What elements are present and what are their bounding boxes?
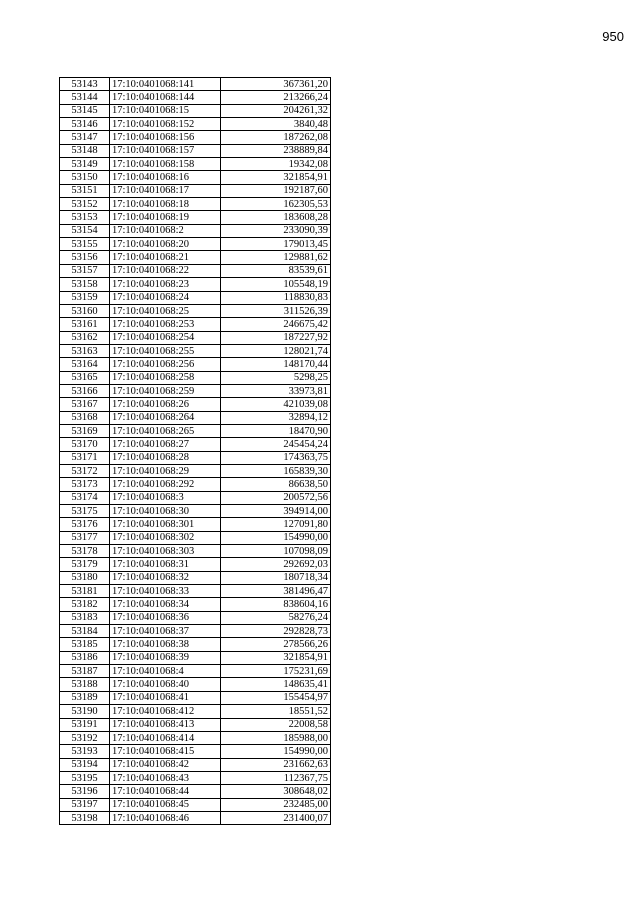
row-number-cell: 53196 (60, 785, 110, 798)
value-cell: 292828,73 (221, 625, 331, 638)
value-cell: 213266,24 (221, 91, 331, 104)
table-row (60, 745, 331, 758)
value-cell: 19342,08 (221, 158, 331, 171)
table-row (60, 491, 331, 504)
value-cell: 187262,08 (221, 131, 331, 144)
table-row (60, 91, 331, 104)
row-number-cell: 53153 (60, 211, 110, 224)
row-number-cell: 53195 (60, 771, 110, 784)
row-number-cell: 53150 (60, 171, 110, 184)
table-row (60, 304, 331, 317)
row-number-cell: 53171 (60, 451, 110, 464)
value-cell: 367361,20 (221, 78, 331, 91)
cadastral-number-cell: 17:10:0401068:157 (110, 144, 221, 157)
value-cell: 233090,39 (221, 224, 331, 237)
value-cell: 308648,02 (221, 785, 331, 798)
row-number-cell: 53197 (60, 798, 110, 811)
cadastral-number-cell: 17:10:0401068:292 (110, 478, 221, 491)
cadastral-number-cell: 17:10:0401068:37 (110, 625, 221, 638)
value-cell: 154990,00 (221, 531, 331, 544)
cadastral-number-cell: 17:10:0401068:265 (110, 424, 221, 437)
cadastral-number-cell: 17:10:0401068:15 (110, 104, 221, 117)
row-number-cell: 53148 (60, 144, 110, 157)
row-number-cell: 53146 (60, 118, 110, 131)
table-row (60, 184, 331, 197)
value-cell: 231400,07 (221, 811, 331, 824)
row-number-cell: 53192 (60, 731, 110, 744)
table-row (60, 224, 331, 237)
table-row (60, 771, 331, 784)
value-cell: 179013,45 (221, 238, 331, 251)
value-cell: 148170,44 (221, 358, 331, 371)
value-cell: 18470,90 (221, 424, 331, 437)
row-number-cell: 53156 (60, 251, 110, 264)
row-number-cell: 53172 (60, 464, 110, 477)
row-number-cell: 53187 (60, 665, 110, 678)
cadastral-number-cell: 17:10:0401068:29 (110, 464, 221, 477)
row-number-cell: 53180 (60, 571, 110, 584)
table-row (60, 785, 331, 798)
value-cell: 192187,60 (221, 184, 331, 197)
row-number-cell: 53143 (60, 78, 110, 91)
table-row (60, 424, 331, 437)
value-cell: 165839,30 (221, 464, 331, 477)
cadastral-number-cell: 17:10:0401068:141 (110, 78, 221, 91)
row-number-cell: 53166 (60, 384, 110, 397)
row-number-cell: 53159 (60, 291, 110, 304)
cadastral-number-cell: 17:10:0401068:41 (110, 691, 221, 704)
table-row (60, 411, 331, 424)
table-row (60, 344, 331, 357)
value-cell: 105548,19 (221, 278, 331, 291)
row-number-cell: 53194 (60, 758, 110, 771)
cadastral-number-cell: 17:10:0401068:20 (110, 238, 221, 251)
value-cell: 18551,52 (221, 705, 331, 718)
table-row (60, 131, 331, 144)
cadastral-number-cell: 17:10:0401068:30 (110, 505, 221, 518)
table-row (60, 291, 331, 304)
row-number-cell: 53175 (60, 505, 110, 518)
value-cell: 187227,92 (221, 331, 331, 344)
table-row (60, 331, 331, 344)
value-cell: 838604,16 (221, 598, 331, 611)
row-number-cell: 53154 (60, 224, 110, 237)
table-row (60, 318, 331, 331)
table-row (60, 518, 331, 531)
value-cell: 183608,28 (221, 211, 331, 224)
value-cell: 129881,62 (221, 251, 331, 264)
cadastral-number-cell: 17:10:0401068:3 (110, 491, 221, 504)
row-number-cell: 53177 (60, 531, 110, 544)
table-row (60, 718, 331, 731)
cadastral-number-cell: 17:10:0401068:21 (110, 251, 221, 264)
cadastral-number-cell: 17:10:0401068:45 (110, 798, 221, 811)
row-number-cell: 53147 (60, 131, 110, 144)
cadastral-number-cell: 17:10:0401068:32 (110, 571, 221, 584)
table-row (60, 158, 331, 171)
cadastral-number-cell: 17:10:0401068:415 (110, 745, 221, 758)
value-cell: 321854,91 (221, 171, 331, 184)
table-row (60, 371, 331, 384)
cadastral-number-cell: 17:10:0401068:258 (110, 371, 221, 384)
cadastral-number-cell: 17:10:0401068:156 (110, 131, 221, 144)
cadastral-number-cell: 17:10:0401068:44 (110, 785, 221, 798)
table-row (60, 278, 331, 291)
row-number-cell: 53191 (60, 718, 110, 731)
row-number-cell: 53158 (60, 278, 110, 291)
cadastral-number-cell: 17:10:0401068:33 (110, 585, 221, 598)
cadastral-number-cell: 17:10:0401068:412 (110, 705, 221, 718)
table-row (60, 505, 331, 518)
cadastral-number-cell: 17:10:0401068:16 (110, 171, 221, 184)
table-row (60, 398, 331, 411)
value-cell: 321854,91 (221, 651, 331, 664)
cadastral-number-cell: 17:10:0401068:22 (110, 264, 221, 277)
row-number-cell: 53152 (60, 198, 110, 211)
value-cell: 292692,03 (221, 558, 331, 571)
value-cell: 3840,48 (221, 118, 331, 131)
row-number-cell: 53160 (60, 304, 110, 317)
cadastral-number-cell: 17:10:0401068:253 (110, 318, 221, 331)
table-row (60, 665, 331, 678)
table-row (60, 558, 331, 571)
cadastral-number-cell: 17:10:0401068:2 (110, 224, 221, 237)
table-row (60, 198, 331, 211)
value-cell: 231662,63 (221, 758, 331, 771)
row-number-cell: 53184 (60, 625, 110, 638)
cadastral-number-cell: 17:10:0401068:24 (110, 291, 221, 304)
cadastral-number-cell: 17:10:0401068:158 (110, 158, 221, 171)
cadastral-number-cell: 17:10:0401068:27 (110, 438, 221, 451)
table-row (60, 731, 331, 744)
table-body (60, 78, 331, 825)
table-row (60, 678, 331, 691)
table-row (60, 104, 331, 117)
cadastral-number-cell: 17:10:0401068:28 (110, 451, 221, 464)
table-row (60, 611, 331, 624)
row-number-cell: 53179 (60, 558, 110, 571)
value-cell: 245454,24 (221, 438, 331, 451)
value-cell: 32894,12 (221, 411, 331, 424)
value-cell: 127091,80 (221, 518, 331, 531)
value-cell: 22008,58 (221, 718, 331, 731)
cadastral-number-cell: 17:10:0401068:254 (110, 331, 221, 344)
value-cell: 311526,39 (221, 304, 331, 317)
value-cell: 175231,69 (221, 665, 331, 678)
row-number-cell: 53190 (60, 705, 110, 718)
table-row (60, 438, 331, 451)
cadastral-number-cell: 17:10:0401068:38 (110, 638, 221, 651)
value-cell: 278566,26 (221, 638, 331, 651)
row-number-cell: 53186 (60, 651, 110, 664)
cadastral-number-cell: 17:10:0401068:34 (110, 598, 221, 611)
value-cell: 58276,24 (221, 611, 331, 624)
value-cell: 155454,97 (221, 691, 331, 704)
value-cell: 154990,00 (221, 745, 331, 758)
cadastral-number-cell: 17:10:0401068:31 (110, 558, 221, 571)
value-cell: 180718,34 (221, 571, 331, 584)
cadastral-number-cell: 17:10:0401068:26 (110, 398, 221, 411)
cadastral-number-cell: 17:10:0401068:17 (110, 184, 221, 197)
cadastral-number-cell: 17:10:0401068:42 (110, 758, 221, 771)
row-number-cell: 53176 (60, 518, 110, 531)
cadastral-number-cell: 17:10:0401068:18 (110, 198, 221, 211)
cadastral-number-cell: 17:10:0401068:152 (110, 118, 221, 131)
value-cell: 200572,56 (221, 491, 331, 504)
value-cell: 83539,61 (221, 264, 331, 277)
table-row (60, 78, 331, 91)
row-number-cell: 53189 (60, 691, 110, 704)
table-row (60, 705, 331, 718)
row-number-cell: 53185 (60, 638, 110, 651)
table-row (60, 464, 331, 477)
row-number-cell: 53188 (60, 678, 110, 691)
value-cell: 204261,32 (221, 104, 331, 117)
table-row (60, 758, 331, 771)
cadastral-number-cell: 17:10:0401068:259 (110, 384, 221, 397)
cadastral-number-cell: 17:10:0401068:40 (110, 678, 221, 691)
cadastral-number-cell: 17:10:0401068:43 (110, 771, 221, 784)
row-number-cell: 53198 (60, 811, 110, 824)
value-cell: 246675,42 (221, 318, 331, 331)
row-number-cell: 53163 (60, 344, 110, 357)
table-row (60, 478, 331, 491)
table-row (60, 238, 331, 251)
row-number-cell: 53181 (60, 585, 110, 598)
value-cell: 86638,50 (221, 478, 331, 491)
row-number-cell: 53149 (60, 158, 110, 171)
table-row (60, 531, 331, 544)
cadastral-number-cell: 17:10:0401068:4 (110, 665, 221, 678)
table-row (60, 451, 331, 464)
row-number-cell: 53178 (60, 545, 110, 558)
value-cell: 232485,00 (221, 798, 331, 811)
cadastral-number-cell: 17:10:0401068:264 (110, 411, 221, 424)
cadastral-value-table (59, 77, 331, 825)
cadastral-number-cell: 17:10:0401068:36 (110, 611, 221, 624)
row-number-cell: 53165 (60, 371, 110, 384)
cadastral-number-cell: 17:10:0401068:414 (110, 731, 221, 744)
value-cell: 174363,75 (221, 451, 331, 464)
table-row (60, 251, 331, 264)
value-cell: 421039,08 (221, 398, 331, 411)
table-row (60, 384, 331, 397)
table-row (60, 798, 331, 811)
table-row (60, 144, 331, 157)
value-cell: 5298,25 (221, 371, 331, 384)
row-number-cell: 53151 (60, 184, 110, 197)
row-number-cell: 53161 (60, 318, 110, 331)
value-cell: 118830,83 (221, 291, 331, 304)
table-row (60, 691, 331, 704)
row-number-cell: 53169 (60, 424, 110, 437)
table-row (60, 625, 331, 638)
value-cell: 394914,00 (221, 505, 331, 518)
table-row (60, 118, 331, 131)
row-number-cell: 53193 (60, 745, 110, 758)
cadastral-number-cell: 17:10:0401068:255 (110, 344, 221, 357)
row-number-cell: 53155 (60, 238, 110, 251)
table-row (60, 264, 331, 277)
row-number-cell: 53183 (60, 611, 110, 624)
row-number-cell: 53164 (60, 358, 110, 371)
value-cell: 33973,81 (221, 384, 331, 397)
cadastral-number-cell: 17:10:0401068:256 (110, 358, 221, 371)
row-number-cell: 53170 (60, 438, 110, 451)
table-row (60, 545, 331, 558)
table-row (60, 358, 331, 371)
table-row (60, 211, 331, 224)
value-cell: 148635,41 (221, 678, 331, 691)
value-cell: 162305,53 (221, 198, 331, 211)
cadastral-number-cell: 17:10:0401068:303 (110, 545, 221, 558)
cadastral-number-cell: 17:10:0401068:302 (110, 531, 221, 544)
page-number: 950 (602, 29, 624, 44)
row-number-cell: 53167 (60, 398, 110, 411)
table-row (60, 571, 331, 584)
cadastral-number-cell: 17:10:0401068:301 (110, 518, 221, 531)
row-number-cell: 53182 (60, 598, 110, 611)
cadastral-number-cell: 17:10:0401068:413 (110, 718, 221, 731)
value-cell: 112367,75 (221, 771, 331, 784)
row-number-cell: 53168 (60, 411, 110, 424)
row-number-cell: 53174 (60, 491, 110, 504)
cadastral-number-cell: 17:10:0401068:23 (110, 278, 221, 291)
cadastral-number-cell: 17:10:0401068:19 (110, 211, 221, 224)
row-number-cell: 53145 (60, 104, 110, 117)
row-number-cell: 53144 (60, 91, 110, 104)
value-cell: 238889,84 (221, 144, 331, 157)
table-row (60, 171, 331, 184)
row-number-cell: 53157 (60, 264, 110, 277)
cadastral-number-cell: 17:10:0401068:25 (110, 304, 221, 317)
table-row (60, 811, 331, 824)
table-row (60, 638, 331, 651)
cadastral-number-cell: 17:10:0401068:144 (110, 91, 221, 104)
value-cell: 185988,00 (221, 731, 331, 744)
row-number-cell: 53162 (60, 331, 110, 344)
table-row (60, 585, 331, 598)
row-number-cell: 53173 (60, 478, 110, 491)
table-row (60, 598, 331, 611)
cadastral-number-cell: 17:10:0401068:46 (110, 811, 221, 824)
value-cell: 128021,74 (221, 344, 331, 357)
value-cell: 107098,09 (221, 545, 331, 558)
value-cell: 381496,47 (221, 585, 331, 598)
table-row (60, 651, 331, 664)
cadastral-number-cell: 17:10:0401068:39 (110, 651, 221, 664)
